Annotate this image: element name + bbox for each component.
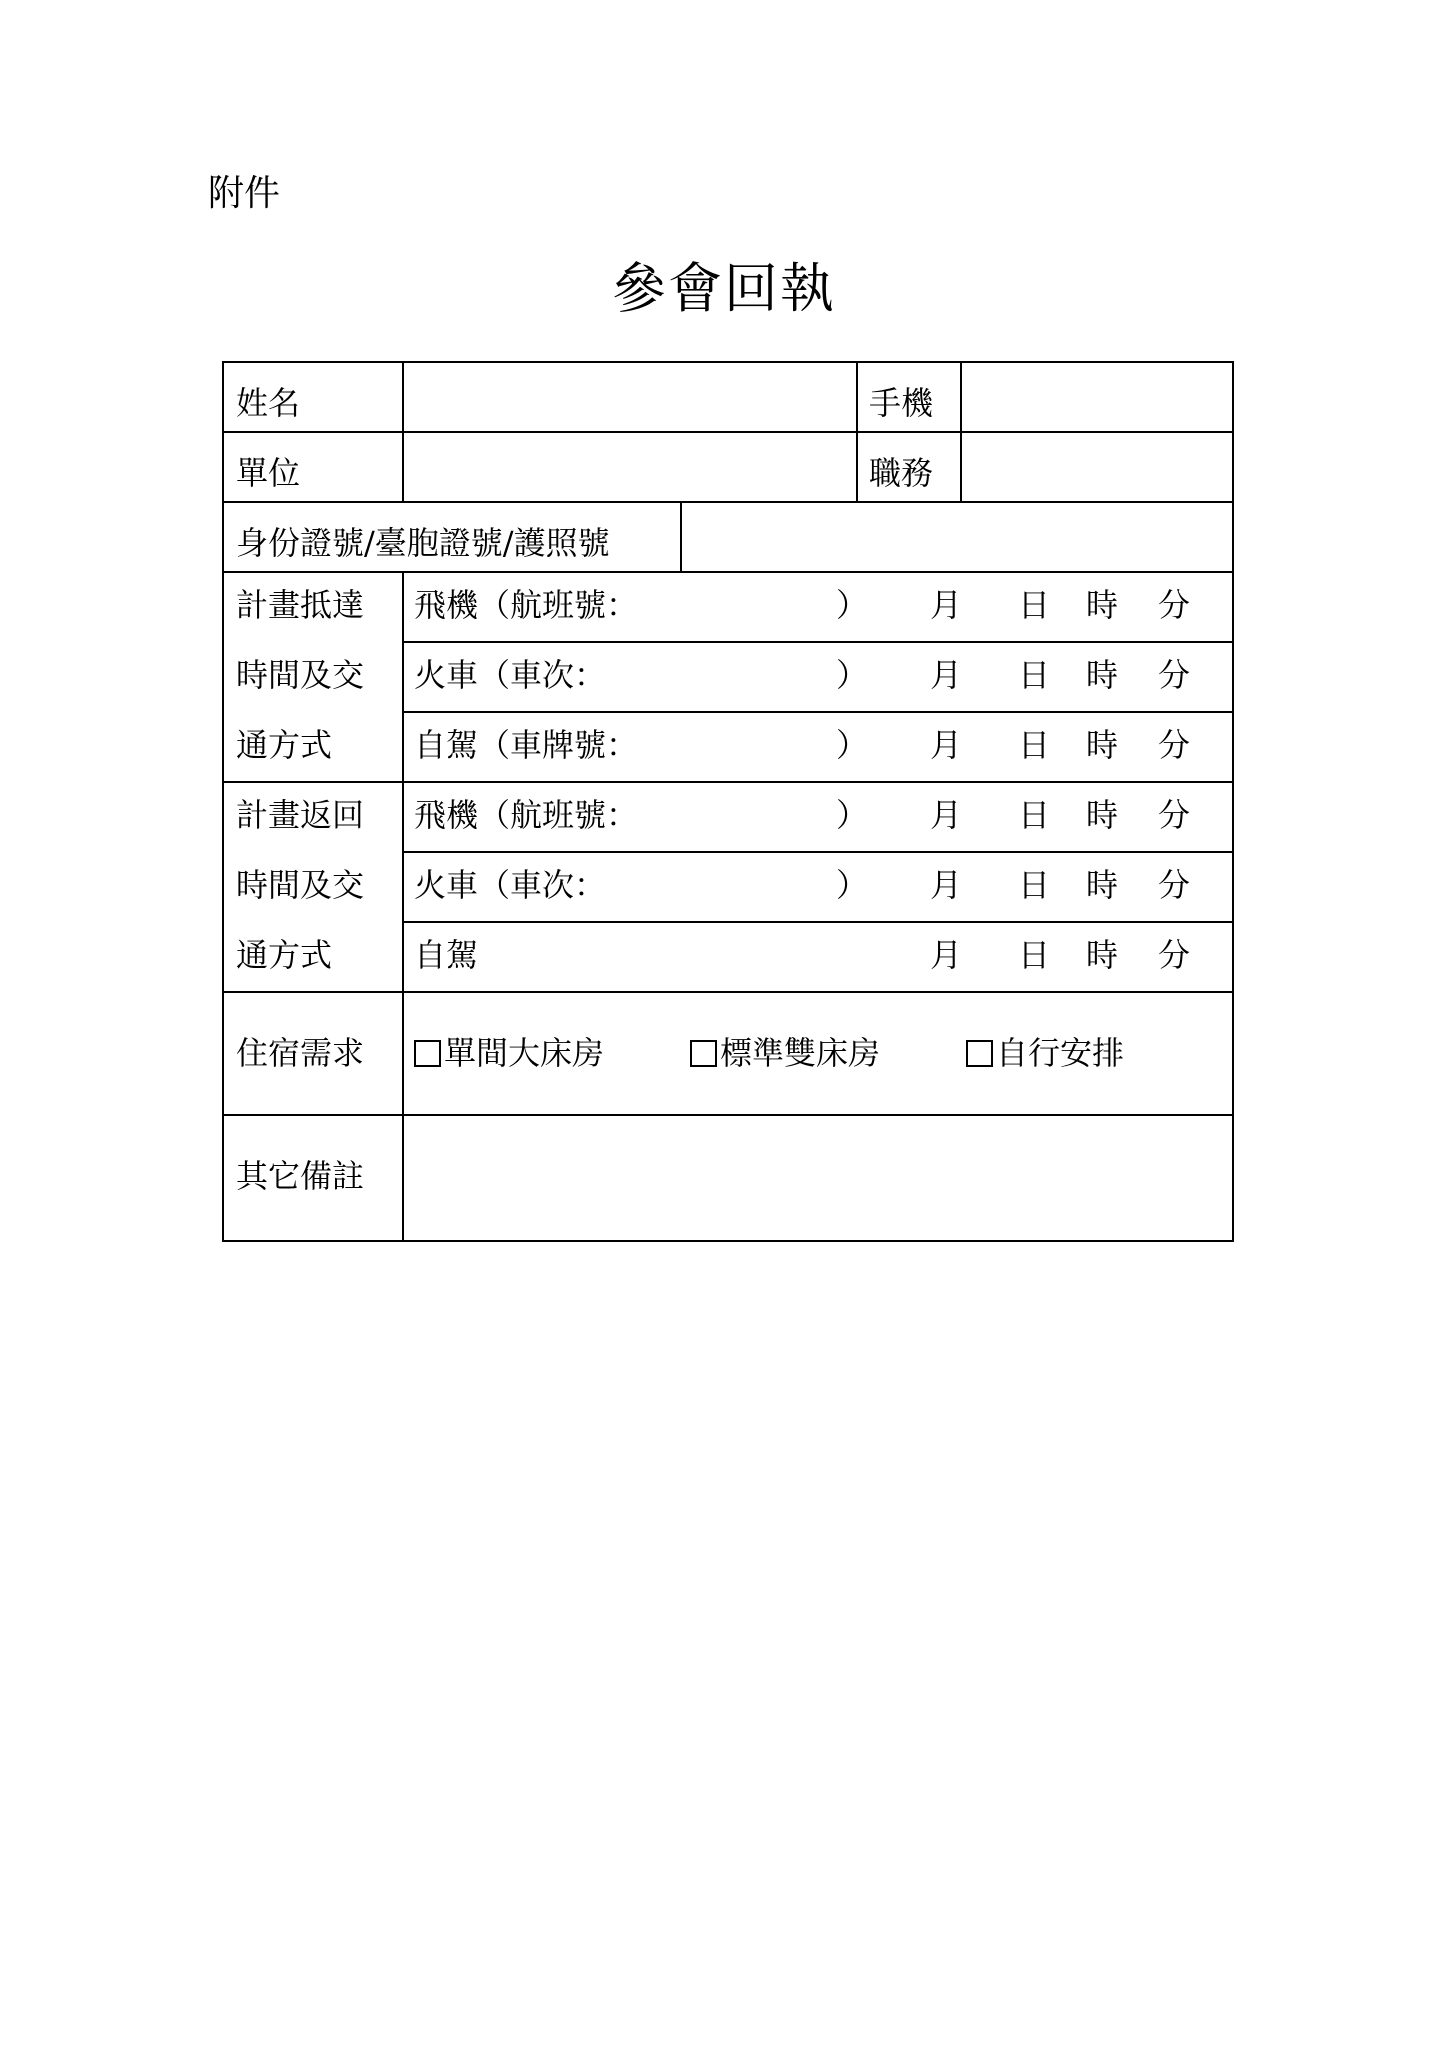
arrival-train-mode: 火車（車次：: [414, 656, 607, 694]
return-plane-minute: 分: [1158, 796, 1191, 834]
registration-form-table: [222, 361, 1234, 1242]
lodging-option-twin[interactable]: [690, 1034, 881, 1072]
return-plane-hour: 時: [1086, 796, 1119, 834]
arrival-drive-day: 日: [1018, 726, 1051, 764]
arrival-plane-hour: 時: [1086, 586, 1119, 624]
row-divider: [402, 641, 1232, 643]
checkbox-icon[interactable]: [414, 1040, 441, 1067]
position-field[interactable]: [964, 435, 1230, 499]
return-drive-hour: 時: [1086, 936, 1119, 974]
return-train-day: 日: [1018, 866, 1051, 904]
arrival-train-day: 日: [1018, 656, 1051, 694]
arrival-label-line: 計畫抵達: [236, 586, 365, 624]
return-train-hour: 時: [1086, 866, 1119, 904]
checkbox-icon[interactable]: [690, 1040, 717, 1067]
unit-field[interactable]: [406, 435, 854, 499]
row-divider: [224, 571, 1232, 573]
column-divider: [856, 363, 858, 501]
id-number-field[interactable]: [684, 505, 1230, 569]
row-divider: [224, 991, 1232, 993]
remarks-field[interactable]: [406, 1118, 1230, 1238]
column-divider: [960, 363, 962, 501]
arrival-train-minute: 分: [1158, 656, 1191, 694]
row-divider: [224, 1114, 1232, 1116]
return-drive-mode: 自駕: [414, 936, 479, 974]
arrival-label-line: 時間及交: [236, 656, 365, 694]
arrival-drive-mode: 自駕（車牌號：: [414, 726, 639, 764]
row-divider: [402, 711, 1232, 713]
mobile-field[interactable]: [964, 365, 1230, 429]
row-divider: [402, 921, 1232, 923]
lodging-option-self[interactable]: [966, 1034, 1125, 1072]
page-title: 參會回執: [612, 257, 836, 320]
arrival-plane-day: 日: [1018, 586, 1051, 624]
return-drive-minute: 分: [1158, 936, 1191, 974]
return-train-minute: 分: [1158, 866, 1191, 904]
arrival-plane-mode: 飛機（航班號：: [414, 586, 639, 624]
row-divider: [224, 781, 1232, 783]
column-divider: [402, 363, 404, 501]
id-number-label: 身份證號/臺胞證號/護照號: [236, 524, 610, 562]
arrival-train-hour: 時: [1086, 656, 1119, 694]
lodging-option-single[interactable]: [414, 1034, 605, 1072]
return-label-line: 通方式: [236, 936, 333, 974]
mobile-label: 手機: [869, 384, 934, 422]
return-train-mode: 火車（車次：: [414, 866, 607, 904]
arrival-drive-month: 月: [930, 726, 963, 764]
arrival-drive-minute: 分: [1158, 726, 1191, 764]
arrival-drive-hour: 時: [1086, 726, 1119, 764]
row-divider: [224, 431, 1232, 433]
name-field[interactable]: [406, 365, 854, 429]
return-drive-day: 日: [1018, 936, 1051, 974]
return-plane-month: 月: [930, 796, 963, 834]
return-label-line: 計畫返回: [236, 796, 365, 834]
return-plane-close: ）: [836, 796, 869, 834]
lodging-option-label: 自行安排: [996, 1034, 1125, 1072]
return-train-month: 月: [930, 866, 963, 904]
return-plane-mode: 飛機（航班號：: [414, 796, 639, 834]
row-divider: [224, 501, 1232, 503]
lodging-option-label: 單間大床房: [444, 1034, 605, 1072]
arrival-plane-close: ）: [836, 586, 869, 624]
arrival-label-line: 通方式: [236, 726, 333, 764]
return-label-line: 時間及交: [236, 866, 365, 904]
checkbox-icon[interactable]: [966, 1040, 993, 1067]
remarks-label: 其它備註: [236, 1157, 365, 1195]
column-divider: [402, 571, 404, 1240]
arrival-train-month: 月: [930, 656, 963, 694]
arrival-drive-close: ）: [836, 726, 869, 764]
arrival-train-close: ）: [836, 656, 869, 694]
column-divider: [680, 501, 682, 571]
lodging-option-label: 標準雙床房: [720, 1034, 881, 1072]
return-train-close: ）: [836, 866, 869, 904]
return-plane-day: 日: [1018, 796, 1051, 834]
arrival-plane-month: 月: [930, 586, 963, 624]
unit-label: 單位: [236, 454, 301, 492]
return-drive-month: 月: [930, 936, 963, 974]
lodging-label: 住宿需求: [236, 1034, 365, 1072]
arrival-plane-minute: 分: [1158, 586, 1191, 624]
name-label: 姓名: [236, 384, 301, 422]
row-divider: [402, 851, 1232, 853]
position-label: 職務: [869, 454, 934, 492]
attachment-label: 附件: [208, 173, 281, 214]
